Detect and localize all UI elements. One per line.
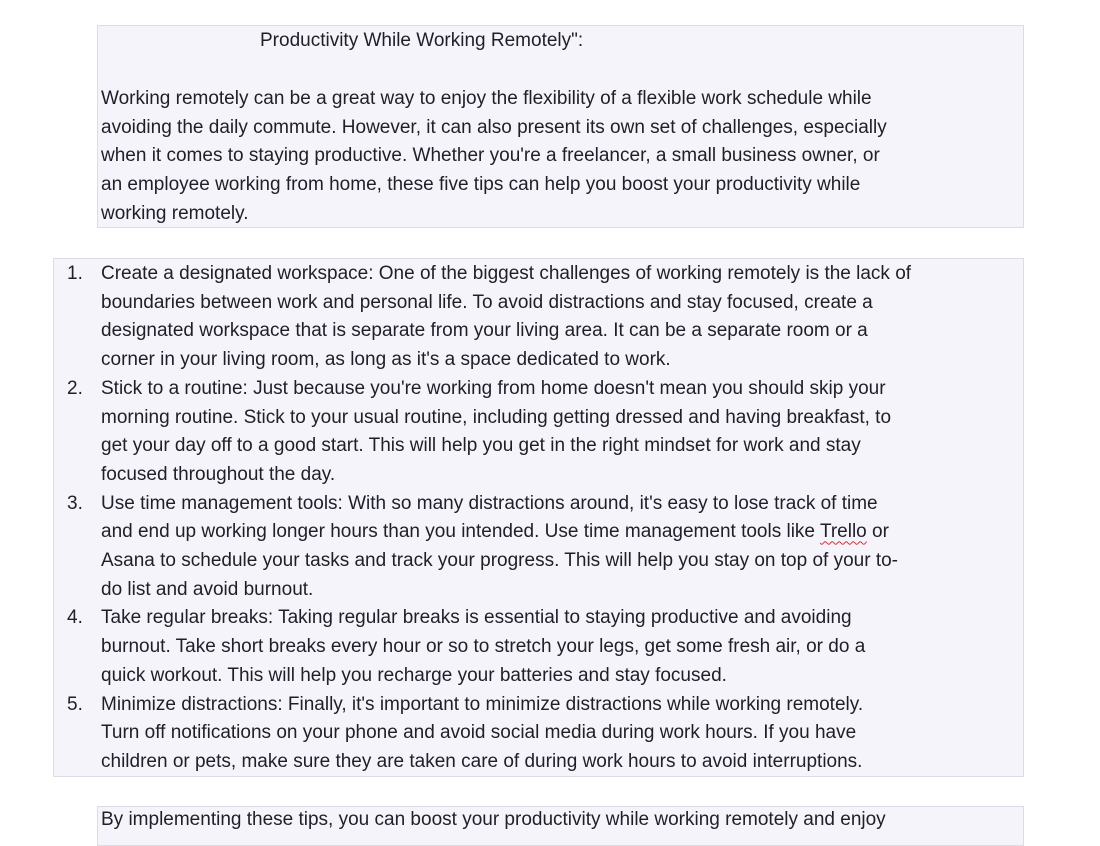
list-item-line: do list and avoid burnout. [101, 578, 314, 600]
list-item-line: corner in your living room, as long as it's a space dedicated to work. [101, 349, 671, 371]
list-item-line: children or pets, make sure they are taken care of during work hours to avoid interruptions. [101, 750, 863, 772]
list-item-number: 1. [67, 263, 83, 284]
intro-line: an employee working from home, these five tips can help you boost your productivity while [101, 174, 861, 196]
line-segment: and end up working longer hours than you intended. Use time management tools like [101, 521, 820, 543]
document-title: Productivity While Working Remotely": [260, 30, 584, 51]
list-item-line: Stick to a routine: Just because you're working from home doesn't mean you should skip your [101, 377, 886, 399]
list-item-line: morning routine. Stick to your usual routine, including getting dressed and having breakfast, to [101, 406, 892, 428]
conclusion-line: By implementing these tips, you can boost your productivity while working remotely and enjoy [101, 809, 886, 830]
list-item-number: 3. [67, 492, 83, 514]
list-item-line: Use time management tools: With so many distractions around, it's easy to lose track of time [101, 492, 878, 514]
line-segment: or [866, 521, 889, 543]
list-item-line: focused throughout the day. [101, 463, 336, 485]
list-item-line: Take regular breaks: Taking regular breaks is essential to staying productive and avoiding [101, 607, 852, 629]
list-item-line: Create a designated workspace: One of the biggest challenges of working remotely is the lack of [101, 263, 912, 284]
intro-line: when it comes to staying productive. Whether you're a freelancer, a small business owner, or [101, 145, 880, 167]
list-item-line [101, 518, 889, 547]
intro-line: avoiding the daily commute. However, it can also present its own set of challenges, especially [101, 116, 887, 138]
intro-line: Working remotely can be a great way to enjoy the flexibility of a flexible work schedule while [101, 88, 872, 109]
intro-line: working remotely. [101, 202, 249, 224]
tips-numbered-list [53, 258, 1024, 777]
list-item-number: 2. [67, 377, 83, 399]
list-item-number: 4. [67, 607, 83, 629]
list-item-line: Minimize distractions: Finally, it's important to minimize distractions while working remotely. [101, 693, 864, 715]
list-item-line: boundaries between work and personal life. To avoid distractions and stay focused, create a [101, 291, 873, 313]
conclusion-paragraph-block [97, 806, 1024, 846]
list-item-line: Asana to schedule your tasks and track your progress. This will help you stay on top of your to- [101, 550, 898, 571]
intro-paragraph-block [97, 25, 1024, 228]
list-item-line: designated workspace that is separate from your living area. It can be a separate room or a [101, 320, 868, 342]
list-item-line: burnout. Take short breaks every hour or so to stretch your legs, get some fresh air, or do a [101, 636, 866, 658]
list-item-line: Turn off notifications on your phone and avoid social media during work hours. If you have [101, 722, 857, 744]
misspelled-word: Trello [819, 521, 867, 543]
list-item-line: quick workout. This will help you recharge your batteries and stay focused. [101, 664, 727, 686]
list-item-line: get your day off to a good start. This will help you get in the right mindset for work and stay [101, 435, 861, 457]
list-item-number: 5. [67, 693, 83, 715]
